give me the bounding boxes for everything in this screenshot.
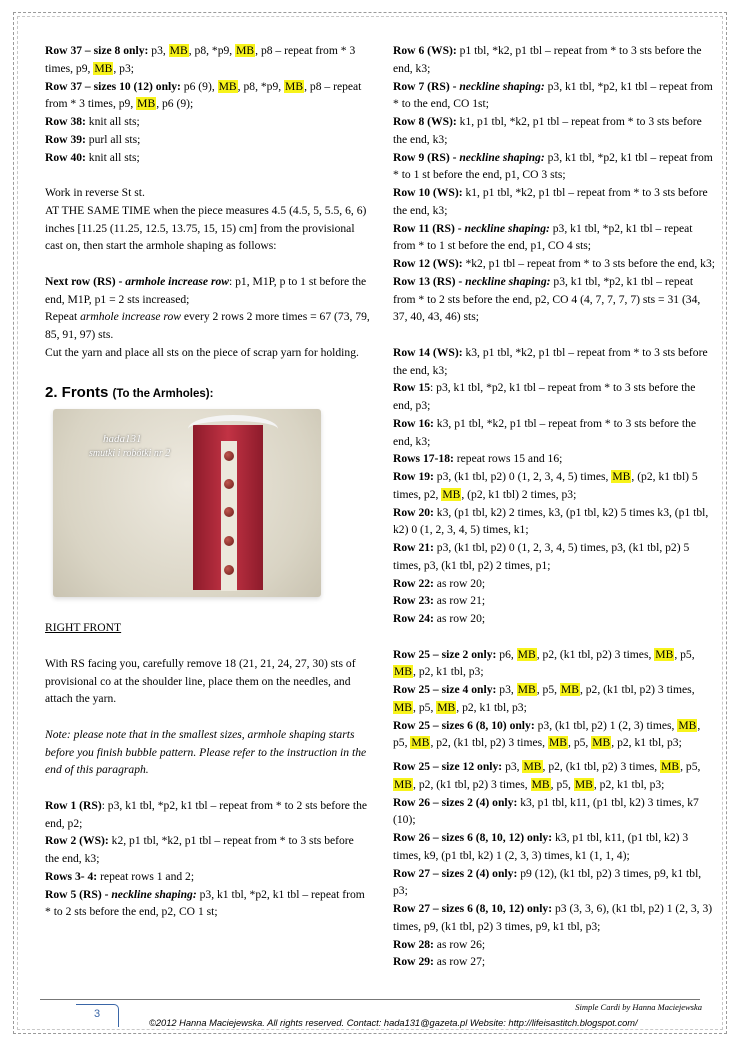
mb-highlight: MB xyxy=(394,777,413,791)
mb-highlight: MB xyxy=(411,736,430,750)
mb-highlight: MB xyxy=(394,665,413,679)
row-19: Row 19: p3, (k1 tbl, p2) 0 (1, 2, 3, 4, 5) times, MB, (p2, k1 tbl) 5 times, p2, MB, (p2, k1 tbl) 2 times, p3; xyxy=(393,470,698,501)
row-23: Row 23: as row 21; xyxy=(393,594,486,608)
row-25-size-4: Row 25 – size 4 only: p3, MB, p5, MB, p2, (k1 tbl, p2) 3 times, MB, p5, MB, p2, k1 tbl, p3; xyxy=(393,683,695,714)
mb-highlight: MB xyxy=(655,647,674,661)
cut-yarn: Cut the yarn and place all sts on the piece of scrap yarn for holding. xyxy=(45,345,359,359)
row-29: Row 29: as row 27; xyxy=(393,955,486,969)
mb-highlight: MB xyxy=(531,777,550,791)
mb-highlight: MB xyxy=(437,700,456,714)
rs-facing-text: With RS facing you, carefully remove 18 (21, 21, 24, 27, 30) sts of provisional co at the shoulder line, place them on the needles, and attach the yarn. xyxy=(45,656,356,706)
mb-highlight: MB xyxy=(548,736,568,750)
row-16: Row 16: k3, p1 tbl, *k2, p1 tbl – repeat from * to 3 sts before the end, k3; xyxy=(393,416,697,448)
row-8: Row 8 (WS): k1, p1 tbl, *k2, p1 tbl – repeat from * to 3 sts before the end, k3; xyxy=(393,115,702,146)
row-2: Row 2 (WS): k2, p1 tbl, *k2, p1 tbl – repeat from * to 3 sts before the end, k3; xyxy=(45,834,354,865)
mb-highlight: MB xyxy=(517,683,536,696)
mb-highlight: MB xyxy=(169,44,188,57)
mb-highlight: MB xyxy=(592,736,611,750)
row-20: Row 20: k3, (p1 tbl, k2) 2 times, k3, (p1 tbl, k2) 5 times k3, (p1 tbl, k2) 0 (1, 2, 3, 4, 5) times, k1; xyxy=(393,505,709,537)
row-10: Row 10 (WS): k1, p1 tbl, *k2, p1 tbl – repeat from * to 3 sts before the end, k3; xyxy=(393,186,708,217)
same-time-text: AT THE SAME TIME when the piece measures 4.5 (4.5, 5, 5.5, 6, 6) inches [11.25 (11.25, 12.5, 13.75, 15, 15) cm] from the provisional cast on, then start the armhole shaping as follows: xyxy=(45,203,367,253)
row-26-sizes-2-4: Row 26 – sizes 2 (4) only: k3, p1 tbl, k11, (p1 tbl, k2) 3 times, k7 (10); xyxy=(393,795,699,827)
row-38: Row 38: knit all sts; xyxy=(45,115,140,128)
row-1: Row 1 (RS): p3, k1 tbl, *p2, k1 tbl – repeat from * to 2 sts before the end, p2; xyxy=(45,798,368,830)
row-7: Row 7 (RS) - neckline shaping: p3, k1 tbl, *p2, k1 tbl – repeat from * to the end, CO 1st; xyxy=(393,79,713,111)
row-27-sizes-2-4: Row 27 – sizes 2 (4) only: p9 (12), (k1 tbl, p2) 3 times, p9, k1 tbl, p3; xyxy=(393,866,702,898)
mb-highlight: MB xyxy=(517,647,536,661)
mb-highlight: MB xyxy=(574,777,593,791)
mb-highlight: MB xyxy=(394,700,413,714)
photo-watermark: smutki i robótki nr 2 xyxy=(89,448,171,460)
mb-highlight: MB xyxy=(94,61,113,75)
left-column xyxy=(45,42,370,921)
row-37-sizes-10-12: Row 37 – sizes 10 (12) only: p6 (9), MB, p8, *p9, MB, p8 – repeat from * 3 times, p9, MB, p6 (9); xyxy=(45,79,362,111)
rows-3-4: Rows 3- 4: repeat rows 1 and 2; xyxy=(45,869,195,883)
mb-highlight: MB xyxy=(285,79,304,93)
row-25-sizes-6-8-10: Row 25 – sizes 6 (8, 10) only: p3, (k1 tbl, p2) 1 (2, 3) times, MB, p5, MB, p2, (k1 tbl, p2) 3 times, MB, p5, MB, p2, k1 tbl, p3; xyxy=(393,718,701,750)
mb-highlight: MB xyxy=(560,683,579,696)
row-25-size-12: Row 25 – size 12 only: p3, MB, p2, (k1 tbl, p2) 3 times, MB, p5, MB, p2, (k1 tbl, p2) 3 times, MB, p5, MB, p2, k1 tbl, p3; xyxy=(393,760,701,791)
mb-highlight: MB xyxy=(612,470,631,483)
page-number: 3 xyxy=(94,1008,101,1020)
note-text: Note: please note that in the smallest sizes, armhole shaping starts before you finish bubble pattern. Please refer to the instruction in the end of this paragraph. xyxy=(45,727,367,777)
row-27-sizes-6-12: Row 27 – sizes 6 (8, 10, 12) only: p3 (3, 3, 6), (k1 tbl, p2) 1 (2, 3, 3) times, p9, (k1 tbl, p2) 3 times, p9, k1 tbl, p3; xyxy=(393,902,713,933)
mb-highlight: MB xyxy=(678,718,697,732)
row-39: Row 39: purl all sts; xyxy=(45,132,141,146)
row-21: Row 21: p3, (k1 tbl, p2) 0 (1, 2, 3, 4, 5) times, p3, (k1 tbl, p2) 5 times, p3, (k1 tbl, p2) 2 times, p1; xyxy=(393,541,690,572)
row-15: Row 15: p3, k1 tbl, *p2, k1 tbl – repeat from * to 3 sts before the end, p3; xyxy=(393,381,696,412)
armhole-next-row: Next row (RS) - armhole increase row: p1, M1P, p to 1 st before the end, M1P, p1 = 2 sts increased; xyxy=(45,274,367,306)
row-9: Row 9 (RS) - neckline shaping: p3, k1 tbl, *p2, k1 tbl – repeat from * to 1 st before the end, p1, CO 3 sts; xyxy=(393,150,713,182)
row-6: Row 6 (WS): p1 tbl, *k2, p1 tbl – repeat from * to 3 sts before the end, k3; xyxy=(393,44,702,75)
sweater-photo xyxy=(53,409,321,597)
right-column xyxy=(393,42,715,971)
footer-rule xyxy=(40,999,700,1000)
row-26-sizes-6-12: Row 26 – sizes 6 (8, 10, 12) only: k3, p1 tbl, k11, (p1 tbl, k2) 3 times, k9, (p1 tbl, k2) 1 (2, 3, 3) times, k1 (1, 1, 4); xyxy=(393,831,689,862)
row-13: Row 13 (RS) - neckline shaping: p3, k1 tbl, *p2, k1 tbl – repeat from * to 2 sts before the end, p2, CO 4 (4, 7, 7, 7, 7) sts = 31 (34, 37, 40, 43, 46) sts; xyxy=(393,274,701,324)
row-22: Row 22: as row 20; xyxy=(393,576,486,590)
footer-copyright: ©2012 Hanna Maciejewska. All rights reserved. Contact: hada131@gazeta.pl Website: http://lifeisastitch.blogspot.com/ xyxy=(149,1018,638,1028)
mb-highlight: MB xyxy=(661,760,680,773)
row-25-size-2: Row 25 – size 2 only: p6, MB, p2, (k1 tbl, p2) 3 times, MB, p5, MB, p2, k1 tbl, p3; xyxy=(393,647,695,679)
row-28: Row 28: as row 26; xyxy=(393,937,486,951)
armhole-repeat: Repeat armhole increase row every 2 rows 2 more times = 67 (73, 79, 85, 91, 97) sts. xyxy=(45,310,370,341)
row-40: Row 40: knit all sts; xyxy=(45,150,140,164)
footer-credit: Simple Cardi by Hanna Maciejewska xyxy=(575,1002,702,1012)
reverse-st-st: Work in reverse St st. xyxy=(45,186,145,199)
rows-17-18: Rows 17-18: repeat rows 15 and 16; xyxy=(393,452,563,466)
mb-highlight: MB xyxy=(137,97,156,111)
row-24: Row 24: as row 20; xyxy=(393,612,486,625)
photo-watermark: hada131 xyxy=(103,433,142,446)
mb-highlight: MB xyxy=(236,44,255,57)
row-11: Row 11 (RS) - neckline shaping: p3, k1 tbl, *p2, k1 tbl – repeat from * to 1 st before the end, p1, CO 4 sts; xyxy=(393,221,693,253)
row-5: Row 5 (RS) - neckline shaping: p3, k1 tbl, *p2, k1 tbl – repeat from * to 2 sts before the end, p2, CO 1 st; xyxy=(45,887,365,919)
right-front-heading: RIGHT FRONT xyxy=(45,621,122,635)
row-37-size-8: Row 37 – size 8 only: p3, MB, p8, *p9, MB, p8 – repeat from * 3 times, p9, MB, p3; xyxy=(45,44,356,75)
section-heading-fronts: 2. Fronts (To the Armholes): xyxy=(45,383,214,401)
mb-highlight: MB xyxy=(442,487,461,501)
mb-highlight: MB xyxy=(523,760,542,773)
row-14: Row 14 (WS): k3, p1 tbl, *k2, p1 tbl – repeat from * to 3 sts before the end, k3; xyxy=(393,345,708,377)
row-12: Row 12 (WS): *k2, p1 tbl – repeat from * to 3 sts before the end, k3; xyxy=(393,257,715,270)
mb-highlight: MB xyxy=(218,79,237,93)
